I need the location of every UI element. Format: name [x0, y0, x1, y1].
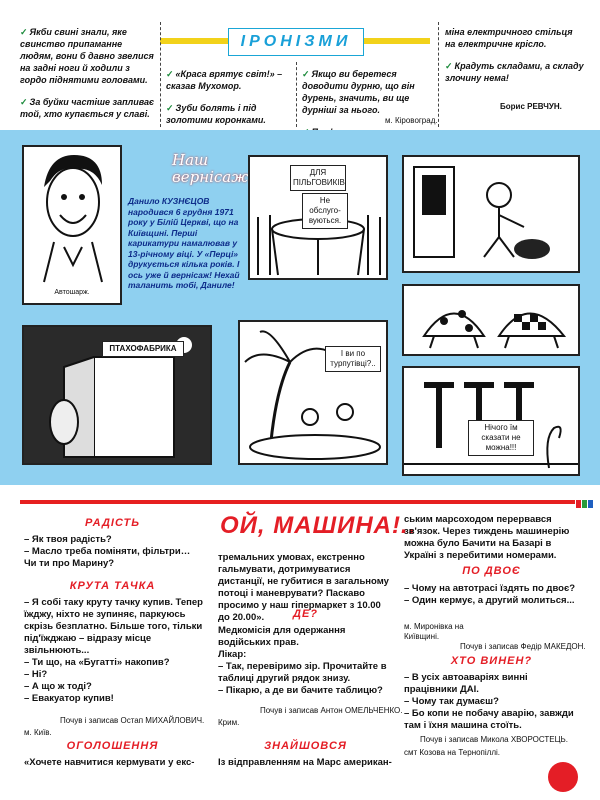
heading-znaishovsia: ЗНАЙШОВСЯ — [264, 740, 347, 752]
section-divider — [20, 500, 575, 504]
check-icon: ✓ — [445, 61, 453, 71]
column-divider — [438, 22, 439, 127]
ironies-col-1 — [20, 26, 155, 130]
stripe-red — [576, 500, 581, 508]
joke-ogoloshennia-cont: тремальних умовах, екстренно гальмувати, дотримуватися дистанції, не губитися в загальному потоці і маневрувати? Паскаво просимо у наш гіпермаркет з 10.00 до 20.00». — [218, 552, 389, 623]
self-portrait-caption: Автошарж. — [54, 289, 90, 296]
signature-hto: Почув і записав Микола ХВОРОСТЕЦЬ. — [420, 735, 568, 744]
author-name: Борис РЕВЧУН. — [500, 102, 562, 111]
city-po-dvoe: м. Миронівка на Київщині. — [404, 622, 464, 641]
island-drawing — [240, 322, 386, 463]
speech-bubble-island: І ви по турпутівці?.. — [325, 346, 381, 372]
heading-radist: РАДІСТЬ — [84, 517, 141, 529]
vernissage-title: Наш вернісаж — [172, 151, 249, 186]
check-icon: ✓ — [20, 27, 28, 37]
main-title: ОЙ, МАШИНА!.. — [220, 512, 417, 539]
sign-not-served: Не обслуго-вуються. — [302, 193, 348, 229]
check-icon: ✓ — [20, 97, 28, 107]
heading-po-dvoe: ПО ДВОЄ — [462, 565, 521, 577]
cartoon-ladybugs-frame — [402, 284, 580, 356]
artist-bio: Данило КУЗНЄЦОВ народився 6 грудня 1971 року у Білій Церкві, що на Київщині. Перші карикатури намалював у 13-річному віці. У «Перці» друкується кілька років. І ось уже й вернісаж! Нехай таланить тобі, Даниле! — [128, 196, 240, 290]
joke-de: Медкомісія для одержання водійських прав. Лікар: – Так, перевіримо зір. Прочитайте в таблиці другий рядок знизу. – Пікарю, а де ви бачите таблицю? — [218, 625, 387, 696]
heading-kruta-tachka: КРУТА ТАЧКА — [69, 580, 156, 592]
caricature-face-image — [24, 147, 120, 287]
author-city: м. Кіровоград. — [385, 116, 438, 125]
ironies-col-4 — [445, 26, 585, 94]
column-divider — [160, 22, 161, 127]
cartoon-factory-frame — [22, 325, 212, 465]
ironies-col-2 — [166, 68, 291, 136]
joke-znaishovsia-cont: ським марсоходом перервався зв'язок. Через тиждень машинерію можна було Бачити на Базарі в Україні з перебитими номерами. — [404, 514, 570, 561]
mechanic-drawing — [404, 157, 578, 271]
ladybugs-drawing — [404, 286, 578, 354]
city-de: Крим. — [218, 718, 240, 727]
check-icon: ✓ — [166, 69, 174, 79]
column-divider — [296, 62, 297, 127]
signature-kruta: Почув і записав Остап МИХАЙЛОВИЧ. — [60, 716, 205, 725]
ironies-title: ІРОНІЗМИ — [228, 28, 364, 56]
joke-hto-vynen: – В усіх автоаваріях винні працівники ДАІ. – Чому так думаєш? – Бо копи не побачу аварію, завжди там і їхня машина стоїть. — [404, 672, 574, 731]
heading-hto-vynen: ХТО ВИНЕН? — [450, 655, 533, 667]
irony-4: ✓ Зуби болять і під золотими коронками. — [166, 103, 266, 125]
heading-ogoloshennia: ОГОЛОШЕННЯ — [66, 740, 159, 752]
irony-8: ✓ Крадуть складами, а складу злочину нема! — [445, 61, 584, 83]
self-portrait-frame — [22, 145, 122, 305]
city-kruta: м. Київ. — [24, 728, 52, 737]
joke-po-dvoe: – Чому на автотрасі їздять по двоє? – Один кермує, а другий молиться... — [404, 583, 576, 606]
speech-bubble-nails: Нічого їм сказати не можна!!! — [468, 420, 534, 456]
irony-2: ✓ За буйки частіше запливає той, хто купається у славі. — [20, 97, 155, 119]
irony-7: міна електричного стільця на електричне крісло. — [445, 27, 573, 49]
joke-radist: – Як твоя радість? – Масло треба поміняти, фільтри… Чи ти про Марину? — [24, 534, 191, 569]
city-hto: смт Козова на Тернопіллі. — [404, 748, 501, 757]
check-icon: ✓ — [166, 103, 174, 113]
sign-for-beneficiaries: ДЛЯ ПІЛЬГОВИКІВ — [290, 165, 346, 191]
cartoon-island-frame — [238, 320, 388, 465]
joke-kruta-tachka: – Я собі таку круту тачку купив. Тепер їжджу, ніхто не зупиняє, паркуюсь скрізь безплатно. Більше того, тільки під'їжджаю – відразу місце звільнюють... – Ти що, на «Бугатті» накопив? – Ні? – А що ж тоді? – Евакуатор купив! — [24, 597, 203, 704]
stripe-green — [582, 500, 587, 508]
cartoon-nails-frame — [402, 366, 580, 476]
signature-po-dvoe: Почув і записав Федір МАКЕДОН. — [460, 642, 586, 651]
irony-1: ✓ Якби свині знали, яке свинство припаманне людям, вони б давно звелися на задні ноги й ходили з гордо піднятими головами. — [20, 27, 154, 85]
irony-5: ✓ Якщо ви беретеся доводити дурню, що він дурень, значить, ви ще дурніші за нього. — [302, 69, 415, 115]
heading-de: ДЕ? — [293, 608, 318, 620]
joke-znaishovsia-start: Із відправленням на Марс американ- — [218, 757, 392, 768]
signature-de: Почув і записав Антон ОМЕЛЬЧЕНКО. — [260, 706, 403, 715]
irony-3: ✓ «Краса врятує світ!» – сказав Мухомор. — [166, 69, 283, 91]
joke-ogoloshennia-start: «Хочете навчитися кермувати у екс- — [24, 757, 195, 768]
stripe-blue — [588, 500, 593, 508]
factory-sign: ПТАХОФАБРИКА — [102, 341, 184, 357]
cartoon-mechanic-frame — [402, 155, 580, 273]
check-icon: ✓ — [302, 69, 310, 79]
magazine-logo-icon — [548, 762, 578, 792]
cartoon-cafe-frame — [248, 155, 388, 280]
